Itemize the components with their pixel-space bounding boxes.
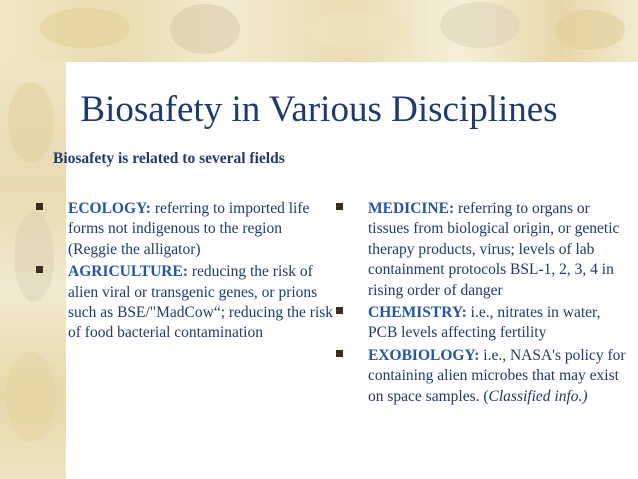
square-bullet-icon — [36, 203, 43, 210]
term-chemistry: CHEMISTRY: — [368, 304, 467, 322]
square-bullet-icon — [336, 307, 343, 314]
slide-subtitle: Biosafety is related to several fields — [53, 150, 285, 167]
text-medicine: referring to organs or tissues from biological origin, or genetic therapy products, virus; levels of lab containment protocols BSL-1, 2, 3, 4 in rising order of danger — [368, 200, 620, 299]
square-bullet-icon — [336, 203, 343, 210]
text-exobiology: i.e., NASA's policy for containing alien microbes that may exist on space samples. ( — [368, 346, 626, 405]
term-exobiology: EXOBIOLOGY: — [368, 346, 480, 364]
bullet-ecology — [36, 199, 334, 260]
bullet-chemistry — [336, 303, 632, 344]
term-agriculture: AGRICULTURE: — [68, 263, 189, 281]
bullet-medicine — [336, 199, 632, 301]
text-chemistry: i.e., nitrates in water, PCB levels affecting fertility — [368, 304, 601, 342]
text-ecology: referring to imported life forms not indigenous to the region (Reggie the alligator) — [68, 200, 310, 258]
bullet-agriculture — [36, 262, 334, 344]
classified-info-note: Classified info.) — [488, 387, 588, 405]
bullet-exobiology — [336, 346, 632, 407]
square-bullet-icon — [36, 266, 43, 273]
text-agriculture: reducing the risk of alien viral or transgenic genes, or prions such as BSE/"MadCow“; reducing the risk of food bacterial contamination — [68, 263, 334, 342]
right-bullet-column — [336, 199, 632, 409]
term-ecology: ECOLOGY: — [68, 200, 151, 217]
decorative-top-band — [0, 0, 638, 62]
square-bullet-icon — [336, 350, 343, 357]
slide-title: Biosafety in Various Disciplines — [80, 89, 558, 130]
term-medicine: MEDICINE: — [368, 200, 455, 217]
left-bullet-column — [36, 199, 334, 346]
